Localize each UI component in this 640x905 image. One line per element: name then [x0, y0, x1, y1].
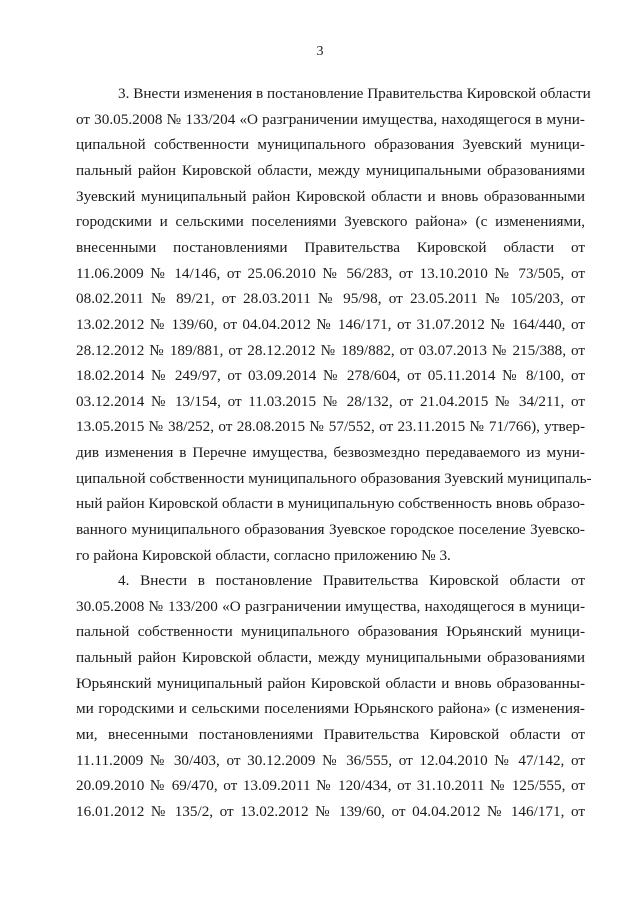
text-line: ми, внесенными постановлениями Правительства Кировской области от	[76, 725, 585, 743]
text-line: 13.05.2015 № 38/252, от 28.08.2015 № 57/552, от 23.11.2015 № 71/766), утвер-	[76, 418, 585, 436]
text-line: пальный район Кировской области, между муниципальными образованиями	[76, 649, 585, 666]
text-line: 30.05.2008 № 133/200 «О разграничении имущества, находящегося в муници-	[76, 597, 585, 615]
text-line: пальный район Кировской области, между муниципальными образованиями	[76, 161, 585, 179]
text-line: 11.11.2009 № 30/403, от 30.12.2009 № 36/555, от 12.04.2010 № 47/142, от	[76, 751, 585, 769]
text-line: 3. Внести изменения в постановление Правительства Кировской области	[118, 85, 591, 102]
text-line: див изменения в Перечне имущества, безвозмездно передаваемого из муни-	[76, 444, 585, 462]
text-line: 4. Внести в постановление Правительства Кировской области от	[118, 572, 585, 589]
text-line: 11.06.2009 № 14/146, от 25.06.2010 № 56/283, от 13.10.2010 № 73/505, от	[76, 264, 585, 282]
text-line: ванного муниципального образования Зуевское городское поселение Зуевско-	[76, 521, 585, 538]
text-line: 20.09.2010 № 69/470, от 13.09.2011 № 120/434, от 31.10.2011 № 125/555, от	[76, 777, 585, 795]
page-number: 3	[316, 44, 324, 59]
text-line: от 30.05.2008 № 133/204 «О разграничении имущества, находящегося в муни-	[76, 110, 585, 128]
text-line: внесенными постановлениями Правительства Кировской области от	[76, 238, 585, 256]
text-line: пальной собственности муниципального образования Юрьянский муници-	[76, 623, 585, 641]
text-line: 08.02.2011 № 89/21, от 28.03.2011 № 95/98, от 23.05.2011 № 105/203, от	[76, 290, 585, 308]
text-line: 28.12.2012 № 189/881, от 28.12.2012 № 189/882, от 03.07.2013 № 215/388, от	[76, 341, 585, 359]
text-line: ципальной собственности муниципального образования Зуевский муниципаль-	[76, 469, 592, 487]
text-line: го района Кировской области, согласно приложению № 3.	[76, 546, 451, 564]
text-line: ми городскими и сельскими поселениями Юрьянского района» (с изменения-	[76, 700, 585, 718]
text-line: 13.02.2012 № 139/60, от 04.04.2012 № 146/171, от 31.07.2012 № 164/440, от	[76, 315, 585, 333]
text-line: 03.12.2014 № 13/154, от 11.03.2015 № 28/132, от 21.04.2015 № 34/211, от	[76, 392, 585, 410]
text-line: Юрьянский муниципальный район Кировской области и вновь образованны-	[76, 674, 585, 692]
text-line: ный район Кировской области в муниципальную собственность вновь образо-	[76, 495, 585, 513]
text-line: городскими и сельскими поселениями Зуевского района» (с изменениями,	[76, 213, 585, 231]
text-line: 18.02.2014 № 249/97, от 03.09.2014 № 278/604, от 05.11.2014 № 8/100, от	[76, 367, 585, 385]
text-line: 16.01.2012 № 135/2, от 13.02.2012 № 139/60, от 04.04.2012 № 146/171, от	[76, 802, 585, 820]
text-line: ципальной собственности муниципального образования Зуевский муници-	[76, 136, 585, 154]
text-line: Зуевский муниципальный район Кировской области и вновь образованными	[76, 187, 585, 205]
